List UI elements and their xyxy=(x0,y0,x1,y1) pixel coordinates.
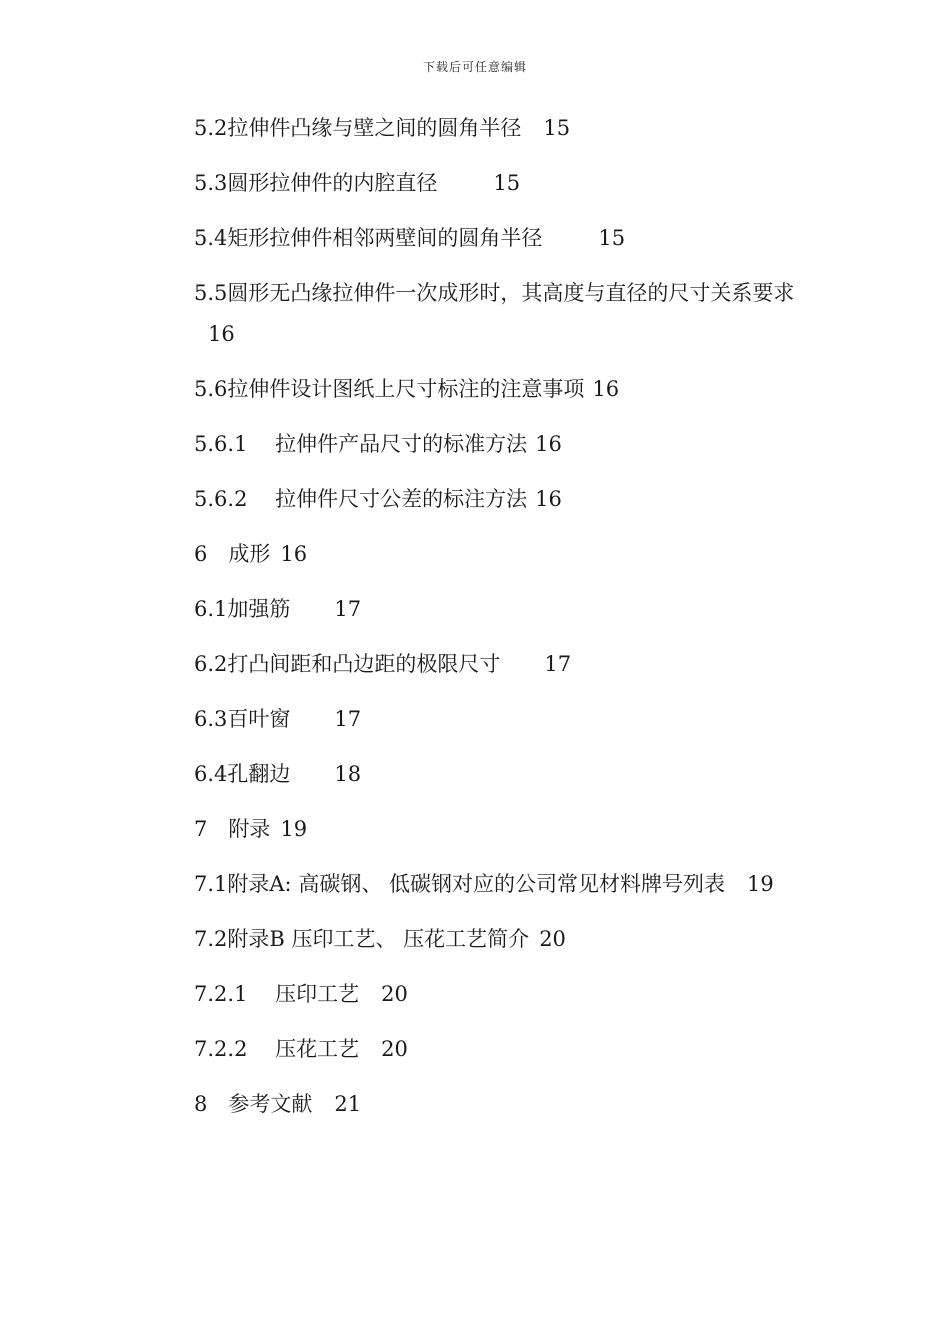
toc-entry-label: 7.2附录B 压印工艺、 压花工艺简介 xyxy=(194,927,530,951)
toc-entry-label: 5.6.2 拉伸件尺寸公差的标注方法 xyxy=(194,487,528,511)
toc-entry-page: 20 xyxy=(539,927,566,951)
toc-entry[interactable] xyxy=(0,479,950,520)
toc-entry-page: 16 xyxy=(535,487,562,511)
toc-entry-label: 5.6.1 拉伸件产品尺寸的标准方法 xyxy=(194,432,528,456)
toc-entry[interactable] xyxy=(0,974,950,1015)
toc-entry-page: 16 xyxy=(208,322,235,346)
toc-entry-page: 20 xyxy=(381,1037,408,1061)
toc-entry-label: 6.2打凸间距和凸边距的极限尺寸 xyxy=(194,652,501,676)
toc-entry-label: 5.6拉伸件设计图纸上尺寸标注的注意事项 xyxy=(194,377,585,401)
toc-entry[interactable] xyxy=(0,534,950,575)
toc-entry-label: 7.2.2 压花工艺 xyxy=(194,1037,360,1061)
toc-entry[interactable] xyxy=(0,589,950,630)
toc-entry[interactable] xyxy=(0,163,950,204)
table-of-contents xyxy=(0,108,950,1139)
toc-entry[interactable] xyxy=(0,273,950,355)
toc-entry[interactable] xyxy=(0,369,950,410)
toc-entry-label: 5.4矩形拉伸件相邻两壁间的圆角半径 xyxy=(194,226,543,250)
toc-entry[interactable] xyxy=(0,809,950,850)
toc-entry-page: 15 xyxy=(598,226,626,250)
toc-entry-page: 17 xyxy=(544,652,572,676)
toc-entry-label: 5.2拉伸件凸缘与壁之间的圆角半径 xyxy=(194,116,522,140)
toc-entry-page: 18 xyxy=(334,762,362,786)
toc-entry[interactable] xyxy=(0,218,950,259)
toc-entry[interactable] xyxy=(0,1084,950,1125)
toc-entry-label: 6 成形 xyxy=(194,542,271,566)
toc-entry-page: 16 xyxy=(280,542,308,566)
toc-entry-page: 17 xyxy=(334,707,362,731)
toc-entry[interactable] xyxy=(0,754,950,795)
page-header: 下载后可任意编辑 xyxy=(422,60,527,74)
toc-entry[interactable] xyxy=(0,919,950,960)
toc-entry-page: 15 xyxy=(543,116,571,140)
toc-entry[interactable] xyxy=(0,864,950,905)
toc-entry-label: 7.2.1 压印工艺 xyxy=(194,982,360,1006)
toc-entry-label: 5.3圆形拉伸件的内腔直径 xyxy=(194,171,438,195)
toc-entry[interactable] xyxy=(0,1029,950,1070)
toc-entry-label: 8 参考文献 xyxy=(194,1092,313,1116)
toc-entry-page: 19 xyxy=(280,817,308,841)
toc-entry-page: 16 xyxy=(535,432,562,456)
toc-entry[interactable] xyxy=(0,644,950,685)
toc-entry-label: 7 附录 xyxy=(194,817,271,841)
toc-entry-page: 20 xyxy=(381,982,408,1006)
toc-entry-page: 19 xyxy=(747,872,774,896)
toc-entry-page: 16 xyxy=(592,377,620,401)
toc-entry[interactable] xyxy=(0,108,950,149)
toc-entry[interactable] xyxy=(0,424,950,465)
toc-entry-label: 5.5圆形无凸缘拉伸件一次成形时，其高度与直径的尺寸关系要求 xyxy=(194,281,795,305)
toc-entry-page: 17 xyxy=(334,597,362,621)
toc-entry-label: 7.1附录A: 高碳钢、 低碳钢对应的公司常见材料牌号列表 xyxy=(194,872,725,896)
toc-entry-label: 6.1加强筋 xyxy=(194,597,291,621)
toc-entry-page: 21 xyxy=(334,1092,362,1116)
toc-entry-page: 15 xyxy=(493,171,521,195)
toc-entry-label: 6.4孔翻边 xyxy=(194,762,291,786)
toc-entry-label: 6.3百叶窗 xyxy=(194,707,291,731)
toc-entry[interactable] xyxy=(0,699,950,740)
